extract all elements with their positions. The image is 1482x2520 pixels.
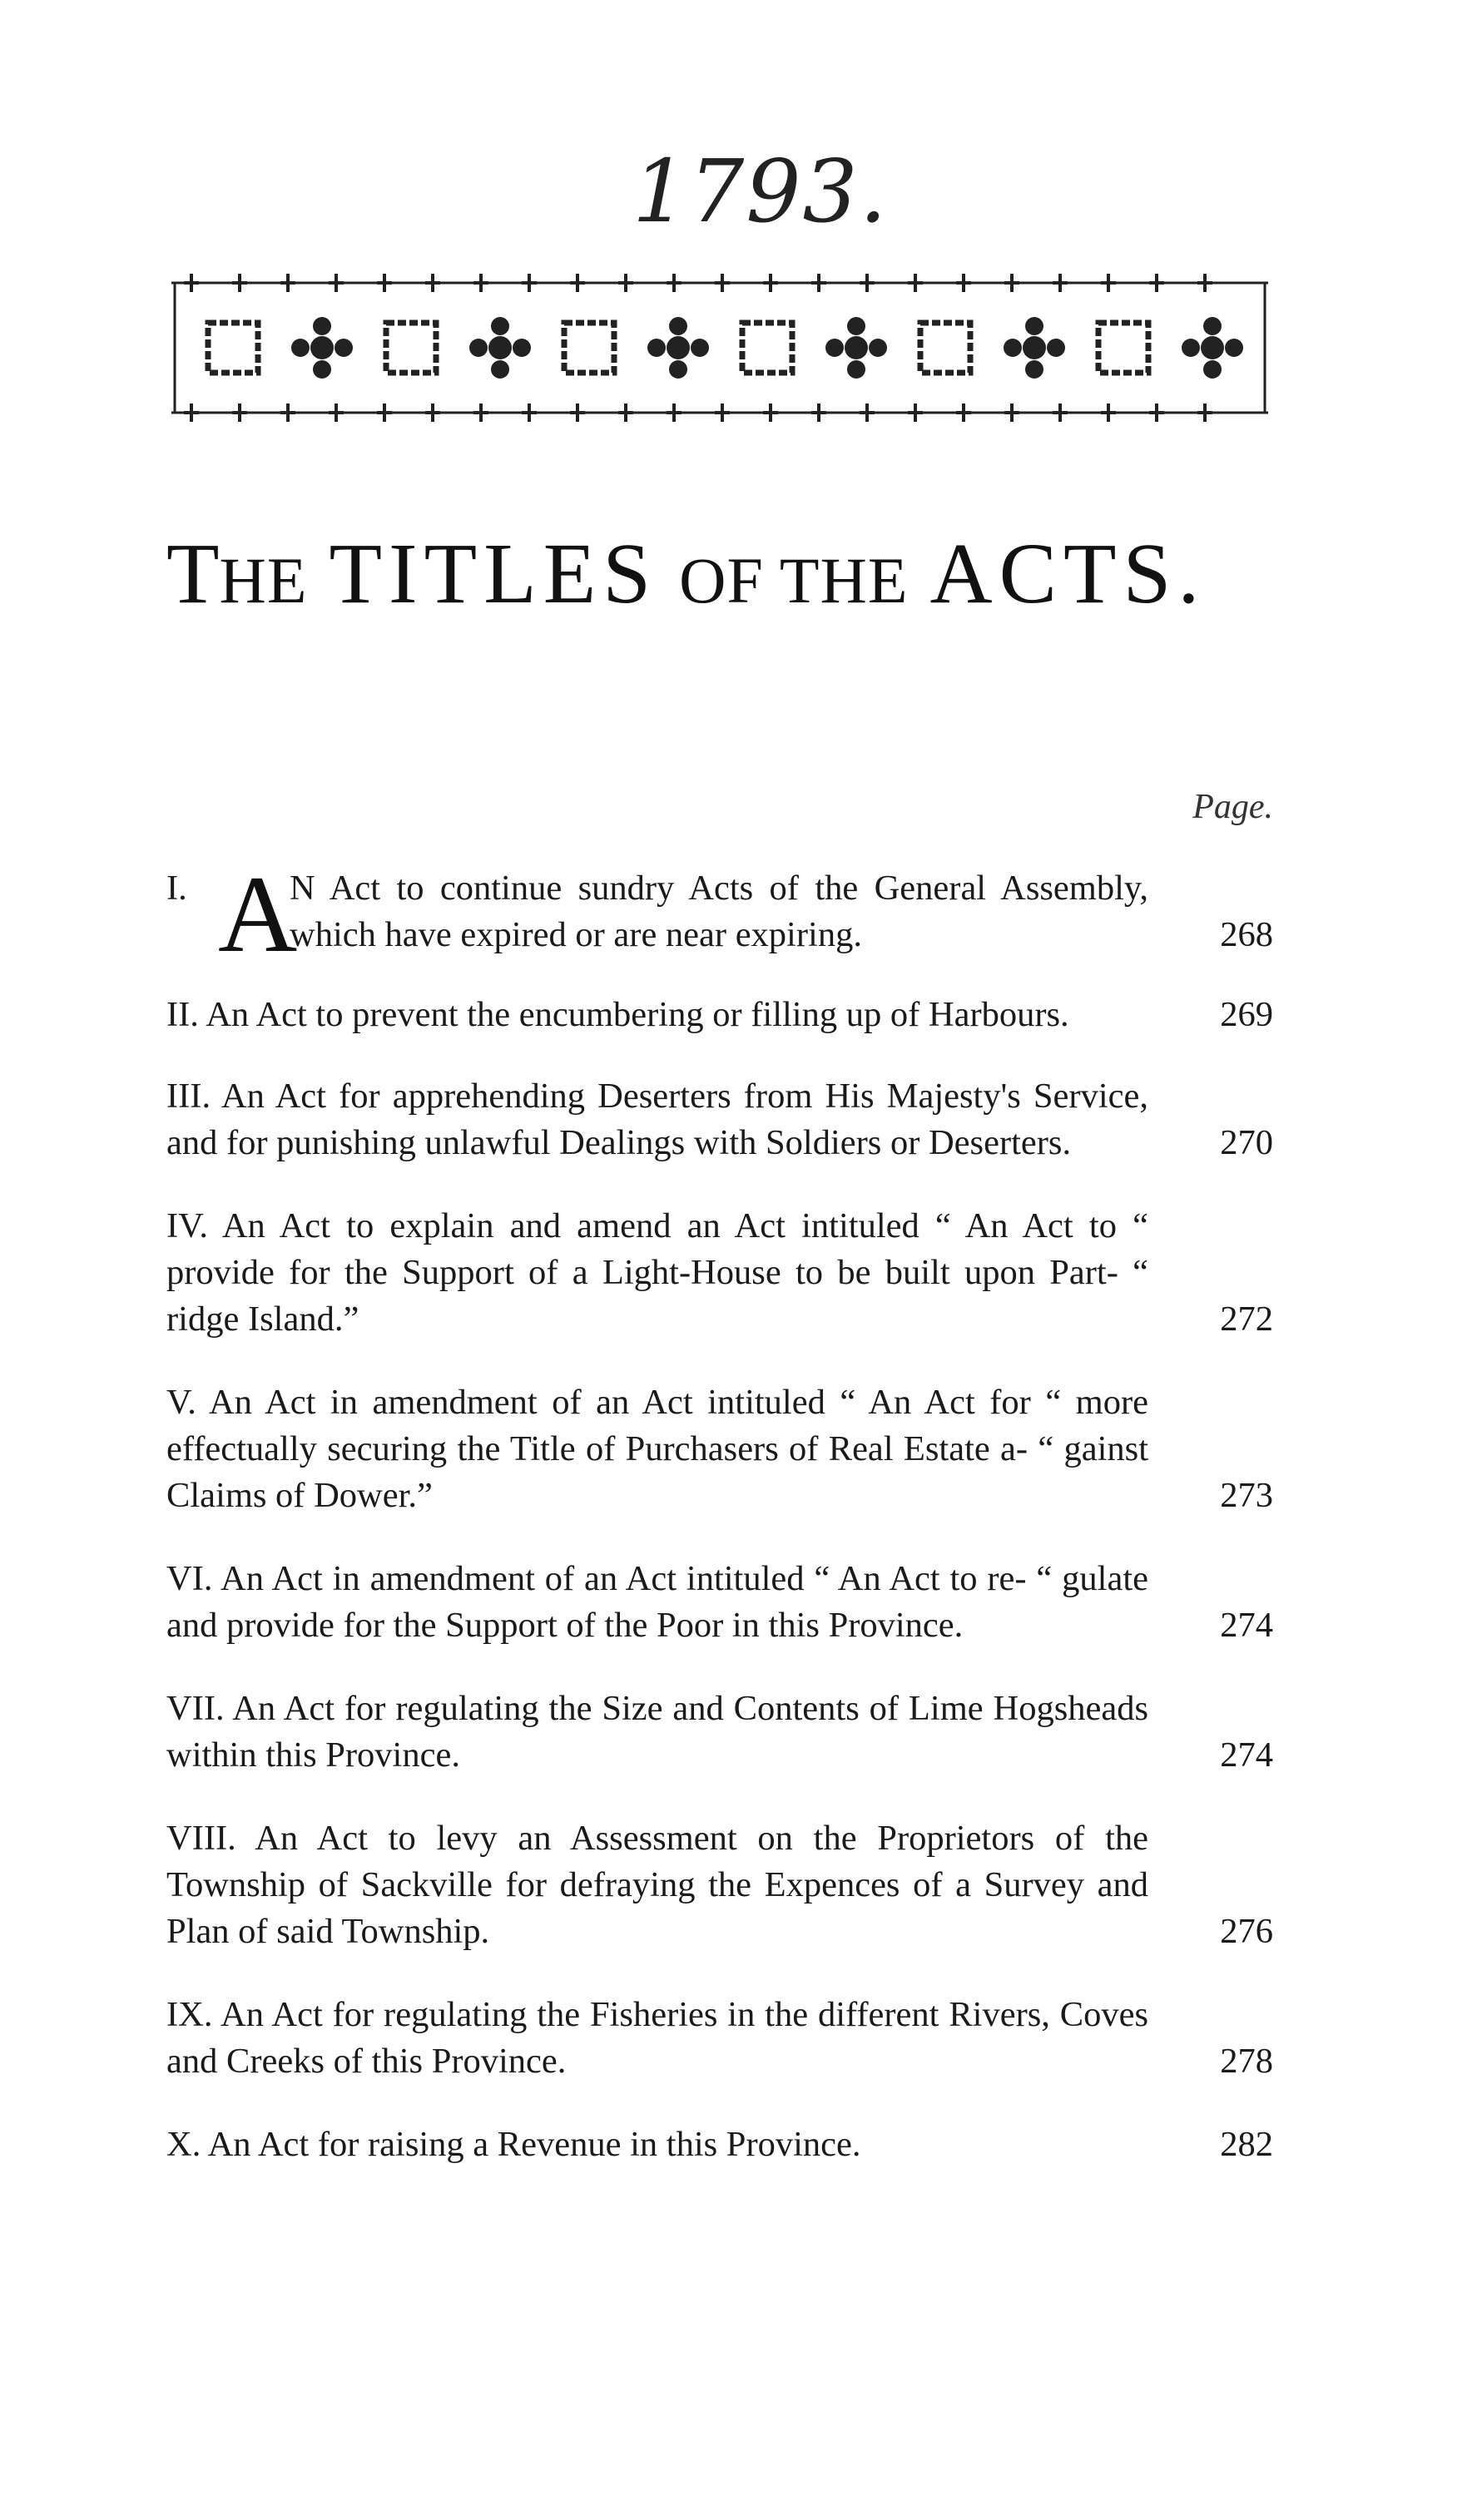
act-numeral: IX. (166, 1995, 213, 2034)
act-numeral: VIII. (166, 1819, 236, 1858)
act-title: An Act in amendment of an Act intituled “ An Act to re- “ gulate and provide for the Support of the Poor in this Province. (166, 1559, 1149, 1645)
act-title: An Act for regulating the Size and Contents of Lime Hogsheads within this Province. (166, 1689, 1149, 1775)
heading-of-the: OF THE (679, 544, 909, 616)
act-numeral: I. (166, 869, 187, 908)
act-page-number: 278 (1220, 2042, 1273, 2081)
act-numeral: III. (166, 1077, 211, 1116)
drop-cap: A (218, 853, 298, 975)
act-entry (166, 1203, 1273, 1343)
act-entry (166, 853, 1273, 975)
act-page-number: 273 (1220, 1476, 1273, 1515)
act-page-number: 272 (1220, 1300, 1273, 1339)
act-entry (166, 1556, 1273, 1649)
act-numeral: VI. (166, 1559, 213, 1598)
act-page-number: 274 (1220, 1735, 1273, 1775)
act-entry (166, 1992, 1273, 2085)
act-entry (166, 1379, 1273, 1519)
act-title: An Act to levy an Assessment on the Proprietors of the Township of Sackville for defraying the Expences of a Survey and Plan of said Township. (166, 1819, 1149, 1951)
act-page-number: 270 (1220, 1123, 1273, 1162)
act-numeral: VII. (166, 1689, 225, 1728)
ornamental-border (166, 266, 1273, 429)
act-title: An Act for raising a Revenue in this Province. (207, 2125, 861, 2164)
handwritten-year: 1793. (632, 141, 889, 242)
act-numeral: X. (166, 2125, 201, 2164)
heading-titles: TITLES (329, 526, 658, 621)
page-column-label: Page. (1192, 788, 1273, 826)
heading-the-cap: T (166, 526, 220, 621)
act-entry (166, 2121, 1273, 2168)
act-title: An Act for apprehending Deserters from His Majesty's Service, and for punishing unlawful Dealings with Soldiers or Deserters. (166, 1077, 1148, 1162)
act-page-number: 282 (1220, 2125, 1273, 2164)
heading-acts: ACTS. (929, 526, 1207, 621)
act-numeral: V. (166, 1383, 196, 1422)
acts-list (166, 853, 1273, 2168)
act-numeral: IV. (166, 1206, 208, 1245)
act-title: An Act for regulating the Fisheries in the different Rivers, Coves and Creeks of this Province. (166, 1995, 1149, 2081)
act-page-number: 274 (1220, 1606, 1273, 1645)
act-page-number: 269 (1220, 995, 1273, 1034)
act-title: An Act to explain and amend an Act intituled “ An Act to “ provide for the Support of a Light-House to be built upon Part- “ ridge Island.” (166, 1206, 1148, 1339)
act-title: An Act to prevent the encumbering or filling up of Harbours. (206, 995, 1069, 1034)
act-entry (166, 1686, 1273, 1779)
act-entry (166, 1815, 1273, 1955)
act-numeral: II. (166, 995, 199, 1034)
act-entry (166, 992, 1273, 1038)
act-page-number: 276 (1220, 1912, 1273, 1951)
act-entry (166, 1073, 1273, 1166)
page-heading (166, 516, 1273, 632)
heading-the-rest: HE (219, 544, 308, 616)
act-title: An Act in amendment of an Act intituled “ An Act for “ more effectually securing the Title of Purchasers of Real Estate a- “ gainst Claims of Dower.” (166, 1383, 1148, 1515)
act-page-number: 268 (1220, 915, 1273, 954)
act-title: N Act to continue sundry Acts of the General Assembly, which have expired or are near expiring. (290, 869, 1148, 954)
